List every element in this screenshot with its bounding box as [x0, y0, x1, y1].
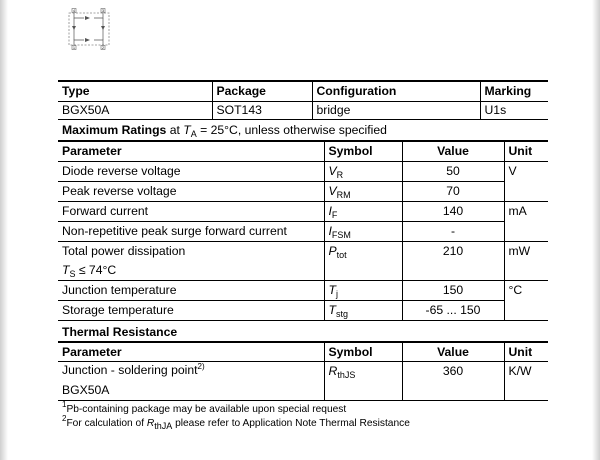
table-row: $T_S \le 74^\circ C$ [58, 261, 548, 280]
header-marking: Marking [480, 81, 548, 101]
cell-package: SOT143 [212, 101, 312, 119]
cell-marking: U1s [480, 101, 548, 119]
table-row: Junction temperature $T_j$ 150 °C [58, 280, 548, 300]
pin-label: 1 [73, 45, 75, 50]
thermal-resistance-table [58, 341, 548, 401]
header-package: Package [212, 81, 312, 101]
cell-type: BGX50A [58, 101, 212, 119]
cell-configuration: bridge [312, 101, 480, 119]
table-row: Total power dissipation $P_{tot}$ 210 mW [58, 241, 548, 261]
table-row: Diode reverse voltage $V_R$ 50 V [58, 161, 548, 181]
footnote-2: $^2$For calculation of RthJA please refer to Application Note Thermal Resistance [62, 414, 410, 431]
footnote-1: $^1$Pb-containing package may be available upon special request [62, 400, 347, 415]
header-parameter: Parameter [58, 342, 324, 361]
pin-label: 3 [102, 8, 104, 13]
table-row: Storage temperature $T_{stg}$ -65 ... 150 [58, 300, 548, 320]
page-shadow-left [0, 0, 8, 460]
thermal-resistance-title: Thermal Resistance [62, 325, 178, 339]
header-symbol: Symbol [324, 342, 402, 361]
table-row: Forward current $I_F$ 140 mA [58, 201, 548, 221]
table-row: BGX50A [58, 381, 548, 400]
package-pinout-diagram [64, 8, 114, 50]
header-value: Value [402, 342, 504, 361]
table-row: Peak reverse voltage $V_{RM}$ 70 [58, 181, 548, 201]
header-unit: Unit [504, 342, 548, 361]
header-configuration: Configuration [312, 81, 480, 101]
page-shadow-right [592, 0, 600, 460]
max-ratings-title: Maximum Ratings at $T_A = 25^\circ C$, unless otherwise specified [62, 123, 387, 139]
pin-label: 4 [73, 8, 75, 13]
header-parameter: Parameter [58, 141, 324, 161]
header-value: Value [402, 141, 504, 161]
header-type: Type [58, 81, 212, 101]
header-unit: Unit [504, 141, 548, 161]
max-ratings-table [58, 140, 548, 321]
pin-label: 2 [102, 45, 104, 50]
type-package-table [58, 80, 548, 120]
table-row: Junction - soldering point$^{2)}$ $R_{thJS}$ 360 K/W [58, 361, 548, 381]
header-symbol: Symbol [324, 141, 402, 161]
table-row: Non-repetitive peak surge forward current $I_{FSM}$ - [58, 221, 548, 241]
